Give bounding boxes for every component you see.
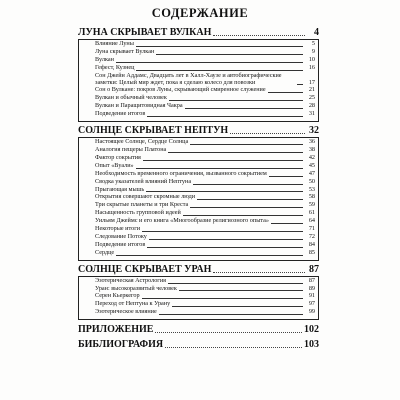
toc-entry bbox=[95, 286, 315, 293]
entry-page: 89 bbox=[308, 284, 315, 292]
entry-title: Сводка указателей влияний Нептуна bbox=[95, 177, 192, 185]
entry-leader bbox=[190, 144, 303, 145]
entry-page: 64 bbox=[308, 217, 315, 225]
entry-leader bbox=[136, 70, 303, 71]
toc-entry bbox=[95, 194, 315, 201]
section-entries bbox=[78, 277, 319, 321]
dot-leader bbox=[213, 35, 305, 36]
entry-title: Вулкан bbox=[95, 55, 114, 63]
entry-page: 50 bbox=[308, 177, 315, 185]
entry-leader bbox=[136, 46, 303, 47]
toc-entry bbox=[95, 309, 315, 316]
entry-leader bbox=[116, 255, 303, 256]
entry-page: 61 bbox=[308, 209, 315, 217]
toc-entry bbox=[95, 49, 315, 56]
section-heading bbox=[78, 27, 319, 40]
entry-page: 5 bbox=[311, 40, 315, 47]
toc-entry bbox=[95, 87, 315, 94]
entry-title: Подведение итогов bbox=[95, 110, 146, 118]
toc-entry bbox=[95, 65, 315, 72]
entry-title: Уильям Джеймс и его книга «Многообразие религиозного опыта» bbox=[95, 217, 269, 225]
section-entries bbox=[78, 138, 319, 261]
entry-leader bbox=[116, 62, 303, 63]
entry-title: Насыщенность групповой идеей bbox=[95, 209, 181, 217]
toc-section-sun-neptune bbox=[78, 125, 319, 261]
entry-title: Настоящее Солнце, Сердце Солнца bbox=[95, 138, 189, 146]
dot-leader bbox=[165, 347, 302, 348]
entry-leader bbox=[143, 160, 303, 161]
entry-leader bbox=[147, 116, 303, 117]
toc-entry bbox=[95, 95, 315, 102]
section-page: 32 bbox=[309, 125, 319, 137]
entry-title: Серен Кьеркегор bbox=[95, 292, 140, 300]
section-entries bbox=[78, 40, 319, 122]
entry-title: Подведение итогов bbox=[95, 240, 146, 248]
entry-page: 85 bbox=[308, 248, 315, 256]
entry-title: Сон Джейн Аддамс, Двадцать лет в Халл-Хаузе и автобиографические заметки: Целый мир ждет, пока я сделаю колесо для повозки bbox=[95, 71, 282, 86]
entry-leader bbox=[146, 191, 303, 192]
entry-leader bbox=[159, 314, 303, 315]
entry-leader bbox=[136, 168, 303, 169]
entry-page: 97 bbox=[308, 300, 315, 308]
entry-page: 21 bbox=[308, 86, 315, 94]
appendix-title: ПРИЛОЖЕНИЕ bbox=[78, 324, 154, 336]
entry-title: Прыгающая мышь bbox=[95, 185, 145, 193]
entry-page: 59 bbox=[308, 201, 315, 209]
toc-entry bbox=[95, 226, 315, 233]
toc-entry bbox=[95, 242, 315, 249]
toc-entry bbox=[95, 179, 315, 186]
toc-section-moon-vulcan bbox=[78, 27, 319, 122]
entry-title: Открытия совершают скромные люди bbox=[95, 193, 196, 201]
entry-leader bbox=[142, 298, 303, 299]
entry-title: Следование Потоку bbox=[95, 232, 147, 240]
entry-title: Сон о Вулкане: покров Луны, скрывающий смиренное служение bbox=[95, 86, 266, 94]
appendix-page: 102 bbox=[304, 324, 319, 336]
entry-page: 28 bbox=[308, 102, 315, 110]
entry-title: Эзотерическое влияние bbox=[95, 308, 157, 316]
entry-leader bbox=[142, 231, 303, 232]
entry-leader bbox=[197, 199, 303, 200]
entry-leader bbox=[149, 239, 303, 240]
toc-entry bbox=[95, 103, 315, 110]
entry-leader bbox=[183, 215, 303, 216]
entry-leader bbox=[169, 100, 303, 101]
toc-entry bbox=[95, 73, 315, 87]
toc-entry bbox=[95, 163, 315, 170]
entry-leader bbox=[269, 176, 303, 177]
entry-leader bbox=[190, 207, 303, 208]
toc-section-sun-uranus bbox=[78, 264, 319, 321]
toc-entry bbox=[95, 57, 315, 64]
entry-title: Сердце bbox=[95, 248, 115, 256]
entry-page: 10 bbox=[308, 55, 315, 63]
entry-leader bbox=[271, 223, 303, 224]
toc-entry bbox=[95, 293, 315, 300]
entry-title: Три скрытые планеты и три Креста bbox=[95, 201, 189, 209]
entry-title: Луна скрывает Вулкан bbox=[95, 47, 155, 55]
entry-title: Фактор сокрытия bbox=[95, 153, 141, 161]
toc-entry bbox=[95, 301, 315, 308]
entry-title: Необходимость временного ограничения, вызванного сокрытием bbox=[95, 169, 267, 177]
toc-entry bbox=[95, 278, 315, 285]
page-title: СОДЕРЖАНИЕ bbox=[151, 6, 249, 20]
toc-entry bbox=[95, 210, 315, 217]
dot-leader bbox=[213, 272, 305, 273]
entry-page: 31 bbox=[308, 110, 315, 118]
entry-leader bbox=[297, 84, 303, 85]
toc-entry bbox=[95, 111, 315, 118]
section-title: СОЛНЦЕ СКРЫВАЕТ НЕПТУН bbox=[78, 125, 229, 137]
entry-title: Уран: высокоразвитый человек bbox=[95, 284, 177, 292]
toc-entry bbox=[95, 234, 315, 241]
dot-leader bbox=[155, 332, 302, 333]
entry-page: 58 bbox=[308, 193, 315, 201]
entry-leader bbox=[193, 184, 303, 185]
entry-leader bbox=[179, 290, 303, 291]
entry-page: 25 bbox=[308, 94, 315, 102]
toc-appendix bbox=[78, 324, 319, 336]
entry-leader bbox=[156, 54, 303, 55]
entry-page: 45 bbox=[308, 161, 315, 169]
section-heading bbox=[78, 264, 319, 277]
toc-entry bbox=[95, 139, 315, 146]
section-title: ЛУНА СКРЫВАЕТ ВУЛКАН bbox=[78, 27, 212, 38]
toc-entry bbox=[95, 187, 315, 194]
section-page: 4 bbox=[314, 27, 319, 38]
entry-page: 47 bbox=[308, 169, 315, 177]
table-of-contents bbox=[78, 27, 319, 351]
entry-title: Гефест, Кузнец bbox=[95, 63, 135, 71]
section-title: СОЛНЦЕ СКРЫВАЕТ УРАН bbox=[78, 263, 212, 275]
dot-leader bbox=[230, 133, 305, 134]
entry-leader bbox=[185, 108, 303, 109]
entry-page: 71 bbox=[308, 225, 315, 233]
entry-title: Вулкан и Паращитовидная Чакра bbox=[95, 102, 183, 110]
entry-page: 16 bbox=[308, 63, 315, 71]
entry-page: 42 bbox=[308, 153, 315, 161]
bibliography-page: 103 bbox=[304, 339, 319, 351]
entry-page: 53 bbox=[308, 185, 315, 193]
entry-page: 72 bbox=[308, 232, 315, 240]
entry-leader bbox=[168, 152, 303, 153]
entry-page: 91 bbox=[308, 292, 315, 300]
entry-leader bbox=[147, 247, 303, 248]
entry-page: 17 bbox=[308, 78, 315, 86]
entry-page: 38 bbox=[308, 145, 315, 153]
section-heading bbox=[78, 125, 319, 138]
entry-title: Эзотерическая Астрология bbox=[95, 276, 166, 284]
entry-leader bbox=[172, 306, 303, 307]
toc-entry bbox=[95, 147, 315, 154]
entry-page: 84 bbox=[308, 240, 315, 248]
entry-page: 87 bbox=[308, 276, 315, 284]
toc-entry bbox=[95, 41, 315, 48]
entry-title: Влияние Луны bbox=[95, 40, 134, 47]
toc-entry bbox=[95, 250, 315, 257]
entry-page: 99 bbox=[308, 308, 315, 316]
toc-entry bbox=[95, 155, 315, 162]
bibliography-title: БИБЛИОГРАФИЯ bbox=[78, 339, 164, 351]
section-page: 87 bbox=[309, 263, 319, 275]
toc-entry bbox=[95, 171, 315, 178]
entry-leader bbox=[268, 92, 303, 93]
entry-title: Вулкан и обычный человек bbox=[95, 94, 167, 102]
toc-entry bbox=[95, 202, 315, 209]
toc-entry bbox=[95, 218, 315, 225]
entry-page: 36 bbox=[308, 138, 315, 146]
entry-title: Аналогия пещеры Платона bbox=[95, 145, 167, 153]
entry-title: Переход от Нептуна к Урану bbox=[95, 300, 171, 308]
toc-bibliography bbox=[78, 339, 319, 351]
entry-title: Опыт «Вуали» bbox=[95, 161, 134, 169]
entry-title: Некоторые итоги bbox=[95, 225, 141, 233]
entry-page: 9 bbox=[311, 47, 315, 55]
entry-leader bbox=[168, 283, 303, 284]
